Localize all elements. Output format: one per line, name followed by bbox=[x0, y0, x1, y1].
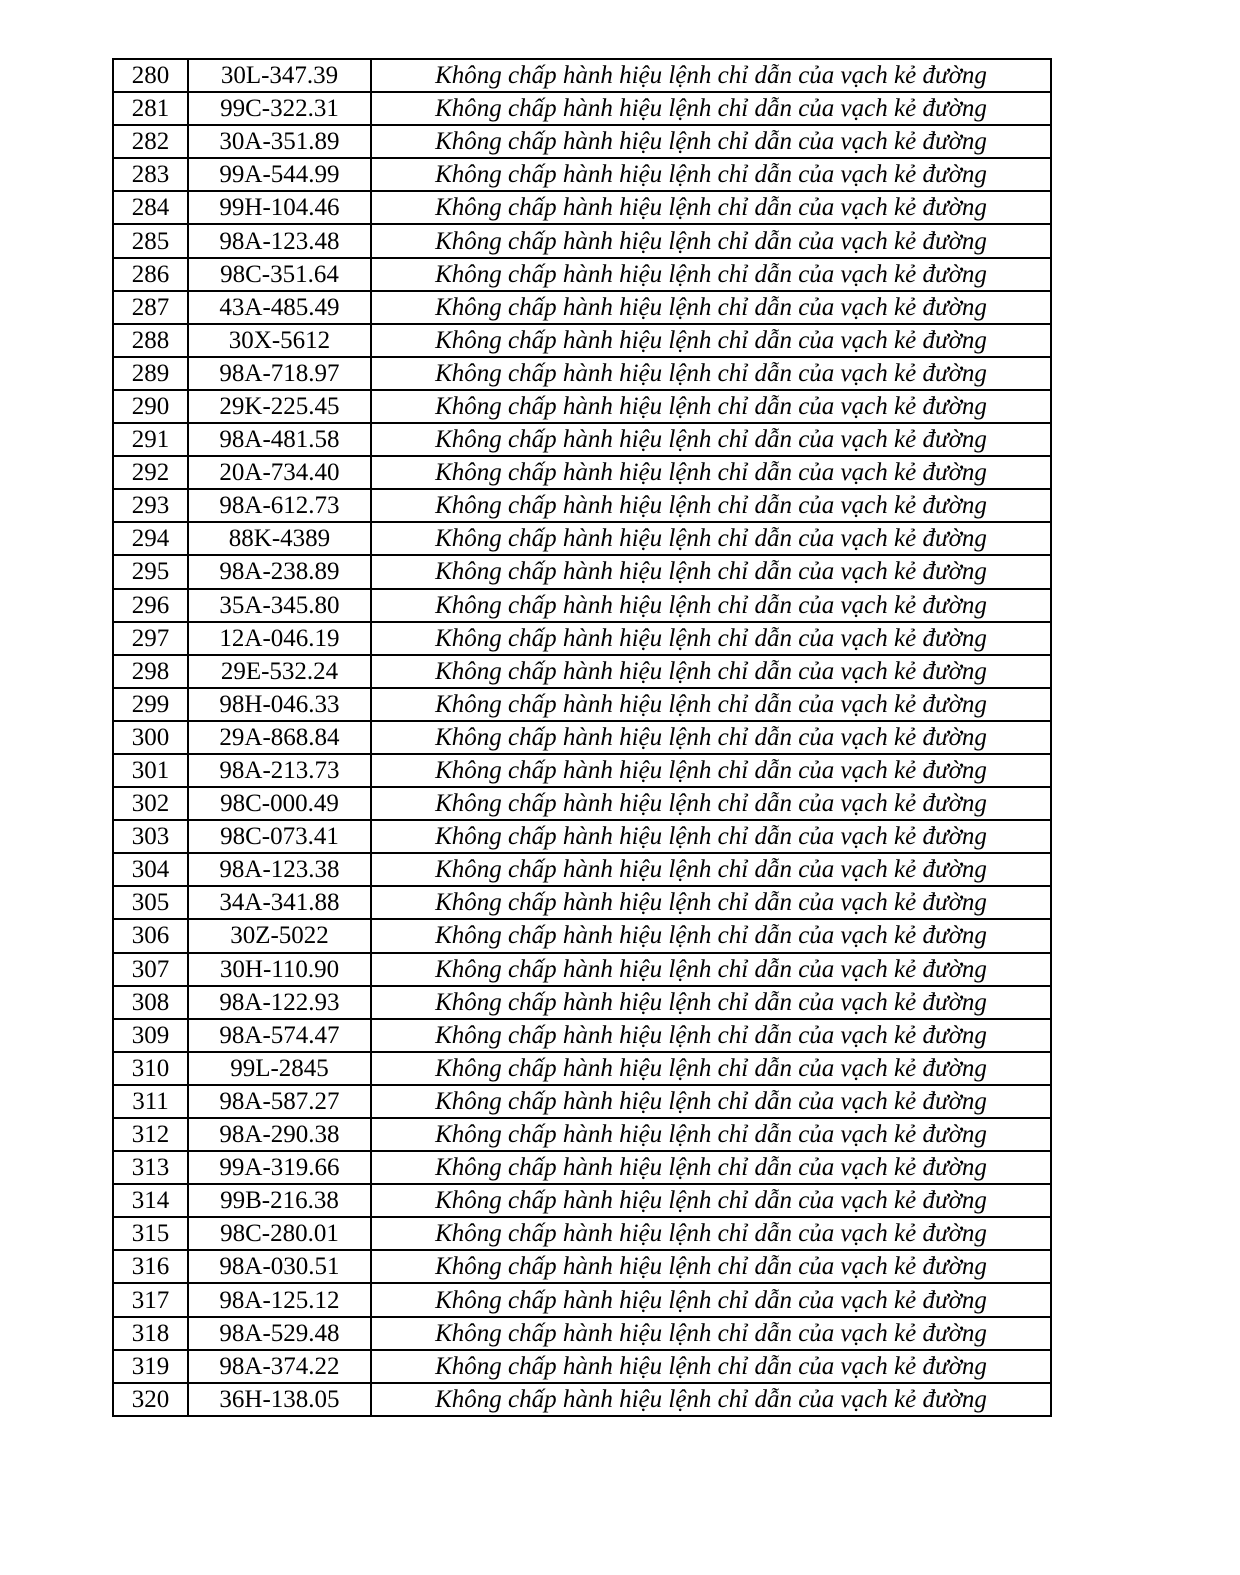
violation-cell: Không chấp hành hiệu lệnh chỉ dẫn của vạch kẻ đường bbox=[371, 787, 1051, 820]
license-plate-cell: 35A-345.80 bbox=[188, 589, 371, 622]
row-number-cell: 315 bbox=[113, 1217, 188, 1250]
license-plate-cell: 98A-125.12 bbox=[188, 1283, 371, 1316]
table-row bbox=[113, 721, 1051, 754]
violation-cell: Không chấp hành hiệu lệnh chỉ dẫn của vạch kẻ đường bbox=[371, 1151, 1051, 1184]
violation-cell: Không chấp hành hiệu lệnh chỉ dẫn của vạch kẻ đường bbox=[371, 953, 1051, 986]
table-row bbox=[113, 423, 1051, 456]
violation-cell: Không chấp hành hiệu lệnh chỉ dẫn của vạch kẻ đường bbox=[371, 886, 1051, 919]
row-number-cell: 289 bbox=[113, 357, 188, 390]
table-row bbox=[113, 853, 1051, 886]
row-number-cell: 293 bbox=[113, 489, 188, 522]
row-number-cell: 295 bbox=[113, 555, 188, 588]
license-plate-cell: 99L-2845 bbox=[188, 1052, 371, 1085]
license-plate-cell: 99A-544.99 bbox=[188, 158, 371, 191]
row-number-cell: 319 bbox=[113, 1350, 188, 1383]
table-row bbox=[113, 258, 1051, 291]
row-number-cell: 290 bbox=[113, 390, 188, 423]
row-number-cell: 310 bbox=[113, 1052, 188, 1085]
license-plate-cell: 99H-104.46 bbox=[188, 191, 371, 224]
violation-cell: Không chấp hành hiệu lệnh chỉ dẫn của vạch kẻ đường bbox=[371, 1317, 1051, 1350]
license-plate-cell: 88K-4389 bbox=[188, 522, 371, 555]
violation-cell: Không chấp hành hiệu lệnh chỉ dẫn của vạch kẻ đường bbox=[371, 1184, 1051, 1217]
license-plate-cell: 20A-734.40 bbox=[188, 456, 371, 489]
table-row bbox=[113, 1383, 1051, 1416]
table-row bbox=[113, 655, 1051, 688]
table-row bbox=[113, 1317, 1051, 1350]
table-row bbox=[113, 886, 1051, 919]
table-row bbox=[113, 1184, 1051, 1217]
violation-cell: Không chấp hành hiệu lệnh chỉ dẫn của vạch kẻ đường bbox=[371, 853, 1051, 886]
table-row bbox=[113, 1052, 1051, 1085]
row-number-cell: 304 bbox=[113, 853, 188, 886]
table-row bbox=[113, 489, 1051, 522]
license-plate-cell: 30A-351.89 bbox=[188, 125, 371, 158]
violation-cell: Không chấp hành hiệu lệnh chỉ dẫn của vạch kẻ đường bbox=[371, 1019, 1051, 1052]
license-plate-cell: 98A-213.73 bbox=[188, 754, 371, 787]
violation-cell: Không chấp hành hiệu lệnh chỉ dẫn của vạch kẻ đường bbox=[371, 324, 1051, 357]
license-plate-cell: 99B-216.38 bbox=[188, 1184, 371, 1217]
license-plate-cell: 30Z-5022 bbox=[188, 919, 371, 952]
table-row bbox=[113, 919, 1051, 952]
table-row bbox=[113, 622, 1051, 655]
row-number-cell: 313 bbox=[113, 1151, 188, 1184]
table-row bbox=[113, 158, 1051, 191]
violation-cell: Không chấp hành hiệu lệnh chỉ dẫn của vạch kẻ đường bbox=[371, 224, 1051, 257]
row-number-cell: 300 bbox=[113, 721, 188, 754]
violations-table bbox=[112, 58, 1052, 1417]
license-plate-cell: 30X-5612 bbox=[188, 324, 371, 357]
violation-cell: Không chấp hành hiệu lệnh chỉ dẫn của vạch kẻ đường bbox=[371, 721, 1051, 754]
license-plate-cell: 98A-718.97 bbox=[188, 357, 371, 390]
violation-cell: Không chấp hành hiệu lệnh chỉ dẫn của vạch kẻ đường bbox=[371, 986, 1051, 1019]
table-row bbox=[113, 59, 1051, 92]
license-plate-cell: 36H-138.05 bbox=[188, 1383, 371, 1416]
violation-cell: Không chấp hành hiệu lệnh chỉ dẫn của vạch kẻ đường bbox=[371, 291, 1051, 324]
license-plate-cell: 12A-046.19 bbox=[188, 622, 371, 655]
table-row bbox=[113, 555, 1051, 588]
license-plate-cell: 29K-225.45 bbox=[188, 390, 371, 423]
table-row bbox=[113, 1250, 1051, 1283]
row-number-cell: 320 bbox=[113, 1383, 188, 1416]
violation-cell: Không chấp hành hiệu lệnh chỉ dẫn của vạch kẻ đường bbox=[371, 158, 1051, 191]
table-row bbox=[113, 1217, 1051, 1250]
license-plate-cell: 30H-110.90 bbox=[188, 953, 371, 986]
license-plate-cell: 98C-280.01 bbox=[188, 1217, 371, 1250]
license-plate-cell: 29E-532.24 bbox=[188, 655, 371, 688]
row-number-cell: 318 bbox=[113, 1317, 188, 1350]
table-row bbox=[113, 1019, 1051, 1052]
row-number-cell: 299 bbox=[113, 688, 188, 721]
license-plate-cell: 98A-123.38 bbox=[188, 853, 371, 886]
row-number-cell: 292 bbox=[113, 456, 188, 489]
row-number-cell: 298 bbox=[113, 655, 188, 688]
license-plate-cell: 99A-319.66 bbox=[188, 1151, 371, 1184]
violation-cell: Không chấp hành hiệu lệnh chỉ dẫn của vạch kẻ đường bbox=[371, 522, 1051, 555]
table-row bbox=[113, 191, 1051, 224]
violation-cell: Không chấp hành hiệu lệnh chỉ dẫn của vạch kẻ đường bbox=[371, 1085, 1051, 1118]
license-plate-cell: 98C-351.64 bbox=[188, 258, 371, 291]
row-number-cell: 294 bbox=[113, 522, 188, 555]
row-number-cell: 287 bbox=[113, 291, 188, 324]
violation-cell: Không chấp hành hiệu lệnh chỉ dẫn của vạch kẻ đường bbox=[371, 1250, 1051, 1283]
violation-cell: Không chấp hành hiệu lệnh chỉ dẫn của vạch kẻ đường bbox=[371, 390, 1051, 423]
row-number-cell: 314 bbox=[113, 1184, 188, 1217]
row-number-cell: 306 bbox=[113, 919, 188, 952]
violation-cell: Không chấp hành hiệu lệnh chỉ dẫn của vạch kẻ đường bbox=[371, 357, 1051, 390]
row-number-cell: 291 bbox=[113, 423, 188, 456]
license-plate-cell: 98A-374.22 bbox=[188, 1350, 371, 1383]
row-number-cell: 307 bbox=[113, 953, 188, 986]
row-number-cell: 296 bbox=[113, 589, 188, 622]
violation-cell: Không chấp hành hiệu lệnh chỉ dẫn của vạch kẻ đường bbox=[371, 125, 1051, 158]
table-row bbox=[113, 820, 1051, 853]
violation-cell: Không chấp hành hiệu lệnh chỉ dẫn của vạch kẻ đường bbox=[371, 919, 1051, 952]
table-row bbox=[113, 589, 1051, 622]
violation-cell: Không chấp hành hiệu lệnh chỉ dẫn của vạch kẻ đường bbox=[371, 423, 1051, 456]
license-plate-cell: 34A-341.88 bbox=[188, 886, 371, 919]
license-plate-cell: 98H-046.33 bbox=[188, 688, 371, 721]
row-number-cell: 309 bbox=[113, 1019, 188, 1052]
row-number-cell: 305 bbox=[113, 886, 188, 919]
license-plate-cell: 29A-868.84 bbox=[188, 721, 371, 754]
table-row bbox=[113, 1283, 1051, 1316]
violation-cell: Không chấp hành hiệu lệnh chỉ dẫn của vạch kẻ đường bbox=[371, 258, 1051, 291]
row-number-cell: 302 bbox=[113, 787, 188, 820]
violation-cell: Không chấp hành hiệu lệnh chỉ dẫn của vạch kẻ đường bbox=[371, 456, 1051, 489]
license-plate-cell: 98A-587.27 bbox=[188, 1085, 371, 1118]
table-row bbox=[113, 1085, 1051, 1118]
row-number-cell: 282 bbox=[113, 125, 188, 158]
row-number-cell: 283 bbox=[113, 158, 188, 191]
table-row bbox=[113, 324, 1051, 357]
table-row bbox=[113, 125, 1051, 158]
row-number-cell: 316 bbox=[113, 1250, 188, 1283]
violation-cell: Không chấp hành hiệu lệnh chỉ dẫn của vạch kẻ đường bbox=[371, 59, 1051, 92]
license-plate-cell: 30L-347.39 bbox=[188, 59, 371, 92]
license-plate-cell: 98A-030.51 bbox=[188, 1250, 371, 1283]
row-number-cell: 288 bbox=[113, 324, 188, 357]
violation-cell: Không chấp hành hiệu lệnh chỉ dẫn của vạch kẻ đường bbox=[371, 754, 1051, 787]
table-row bbox=[113, 1118, 1051, 1151]
license-plate-cell: 98C-000.49 bbox=[188, 787, 371, 820]
table-row bbox=[113, 224, 1051, 257]
violation-cell: Không chấp hành hiệu lệnh chỉ dẫn của vạch kẻ đường bbox=[371, 655, 1051, 688]
row-number-cell: 286 bbox=[113, 258, 188, 291]
license-plate-cell: 98A-238.89 bbox=[188, 555, 371, 588]
license-plate-cell: 98A-290.38 bbox=[188, 1118, 371, 1151]
table-row bbox=[113, 953, 1051, 986]
row-number-cell: 317 bbox=[113, 1283, 188, 1316]
table-row bbox=[113, 688, 1051, 721]
row-number-cell: 297 bbox=[113, 622, 188, 655]
violation-cell: Không chấp hành hiệu lệnh chỉ dẫn của vạch kẻ đường bbox=[371, 1118, 1051, 1151]
table-row bbox=[113, 456, 1051, 489]
license-plate-cell: 98A-481.58 bbox=[188, 423, 371, 456]
license-plate-cell: 99C-322.31 bbox=[188, 92, 371, 125]
license-plate-cell: 98A-122.93 bbox=[188, 986, 371, 1019]
violations-table-body bbox=[113, 59, 1051, 1416]
row-number-cell: 301 bbox=[113, 754, 188, 787]
violation-cell: Không chấp hành hiệu lệnh chỉ dẫn của vạch kẻ đường bbox=[371, 555, 1051, 588]
row-number-cell: 281 bbox=[113, 92, 188, 125]
violation-cell: Không chấp hành hiệu lệnh chỉ dẫn của vạch kẻ đường bbox=[371, 1350, 1051, 1383]
table-row bbox=[113, 1151, 1051, 1184]
violation-cell: Không chấp hành hiệu lệnh chỉ dẫn của vạch kẻ đường bbox=[371, 191, 1051, 224]
table-row bbox=[113, 92, 1051, 125]
license-plate-cell: 98A-574.47 bbox=[188, 1019, 371, 1052]
violation-cell: Không chấp hành hiệu lệnh chỉ dẫn của vạch kẻ đường bbox=[371, 688, 1051, 721]
violation-cell: Không chấp hành hiệu lệnh chỉ dẫn của vạch kẻ đường bbox=[371, 820, 1051, 853]
table-row bbox=[113, 986, 1051, 1019]
row-number-cell: 303 bbox=[113, 820, 188, 853]
violation-cell: Không chấp hành hiệu lệnh chỉ dẫn của vạch kẻ đường bbox=[371, 1217, 1051, 1250]
table-row bbox=[113, 787, 1051, 820]
row-number-cell: 280 bbox=[113, 59, 188, 92]
table-row bbox=[113, 291, 1051, 324]
violation-cell: Không chấp hành hiệu lệnh chỉ dẫn của vạch kẻ đường bbox=[371, 1383, 1051, 1416]
license-plate-cell: 98A-123.48 bbox=[188, 224, 371, 257]
license-plate-cell: 43A-485.49 bbox=[188, 291, 371, 324]
row-number-cell: 284 bbox=[113, 191, 188, 224]
row-number-cell: 285 bbox=[113, 224, 188, 257]
license-plate-cell: 98C-073.41 bbox=[188, 820, 371, 853]
violation-cell: Không chấp hành hiệu lệnh chỉ dẫn của vạch kẻ đường bbox=[371, 1052, 1051, 1085]
license-plate-cell: 98A-529.48 bbox=[188, 1317, 371, 1350]
license-plate-cell: 98A-612.73 bbox=[188, 489, 371, 522]
row-number-cell: 308 bbox=[113, 986, 188, 1019]
table-row bbox=[113, 357, 1051, 390]
table-row bbox=[113, 390, 1051, 423]
violation-cell: Không chấp hành hiệu lệnh chỉ dẫn của vạch kẻ đường bbox=[371, 622, 1051, 655]
table-row bbox=[113, 522, 1051, 555]
row-number-cell: 312 bbox=[113, 1118, 188, 1151]
violation-cell: Không chấp hành hiệu lệnh chỉ dẫn của vạch kẻ đường bbox=[371, 92, 1051, 125]
table-row bbox=[113, 754, 1051, 787]
table-row bbox=[113, 1350, 1051, 1383]
violation-cell: Không chấp hành hiệu lệnh chỉ dẫn của vạch kẻ đường bbox=[371, 589, 1051, 622]
row-number-cell: 311 bbox=[113, 1085, 188, 1118]
violation-cell: Không chấp hành hiệu lệnh chỉ dẫn của vạch kẻ đường bbox=[371, 1283, 1051, 1316]
violation-cell: Không chấp hành hiệu lệnh chỉ dẫn của vạch kẻ đường bbox=[371, 489, 1051, 522]
